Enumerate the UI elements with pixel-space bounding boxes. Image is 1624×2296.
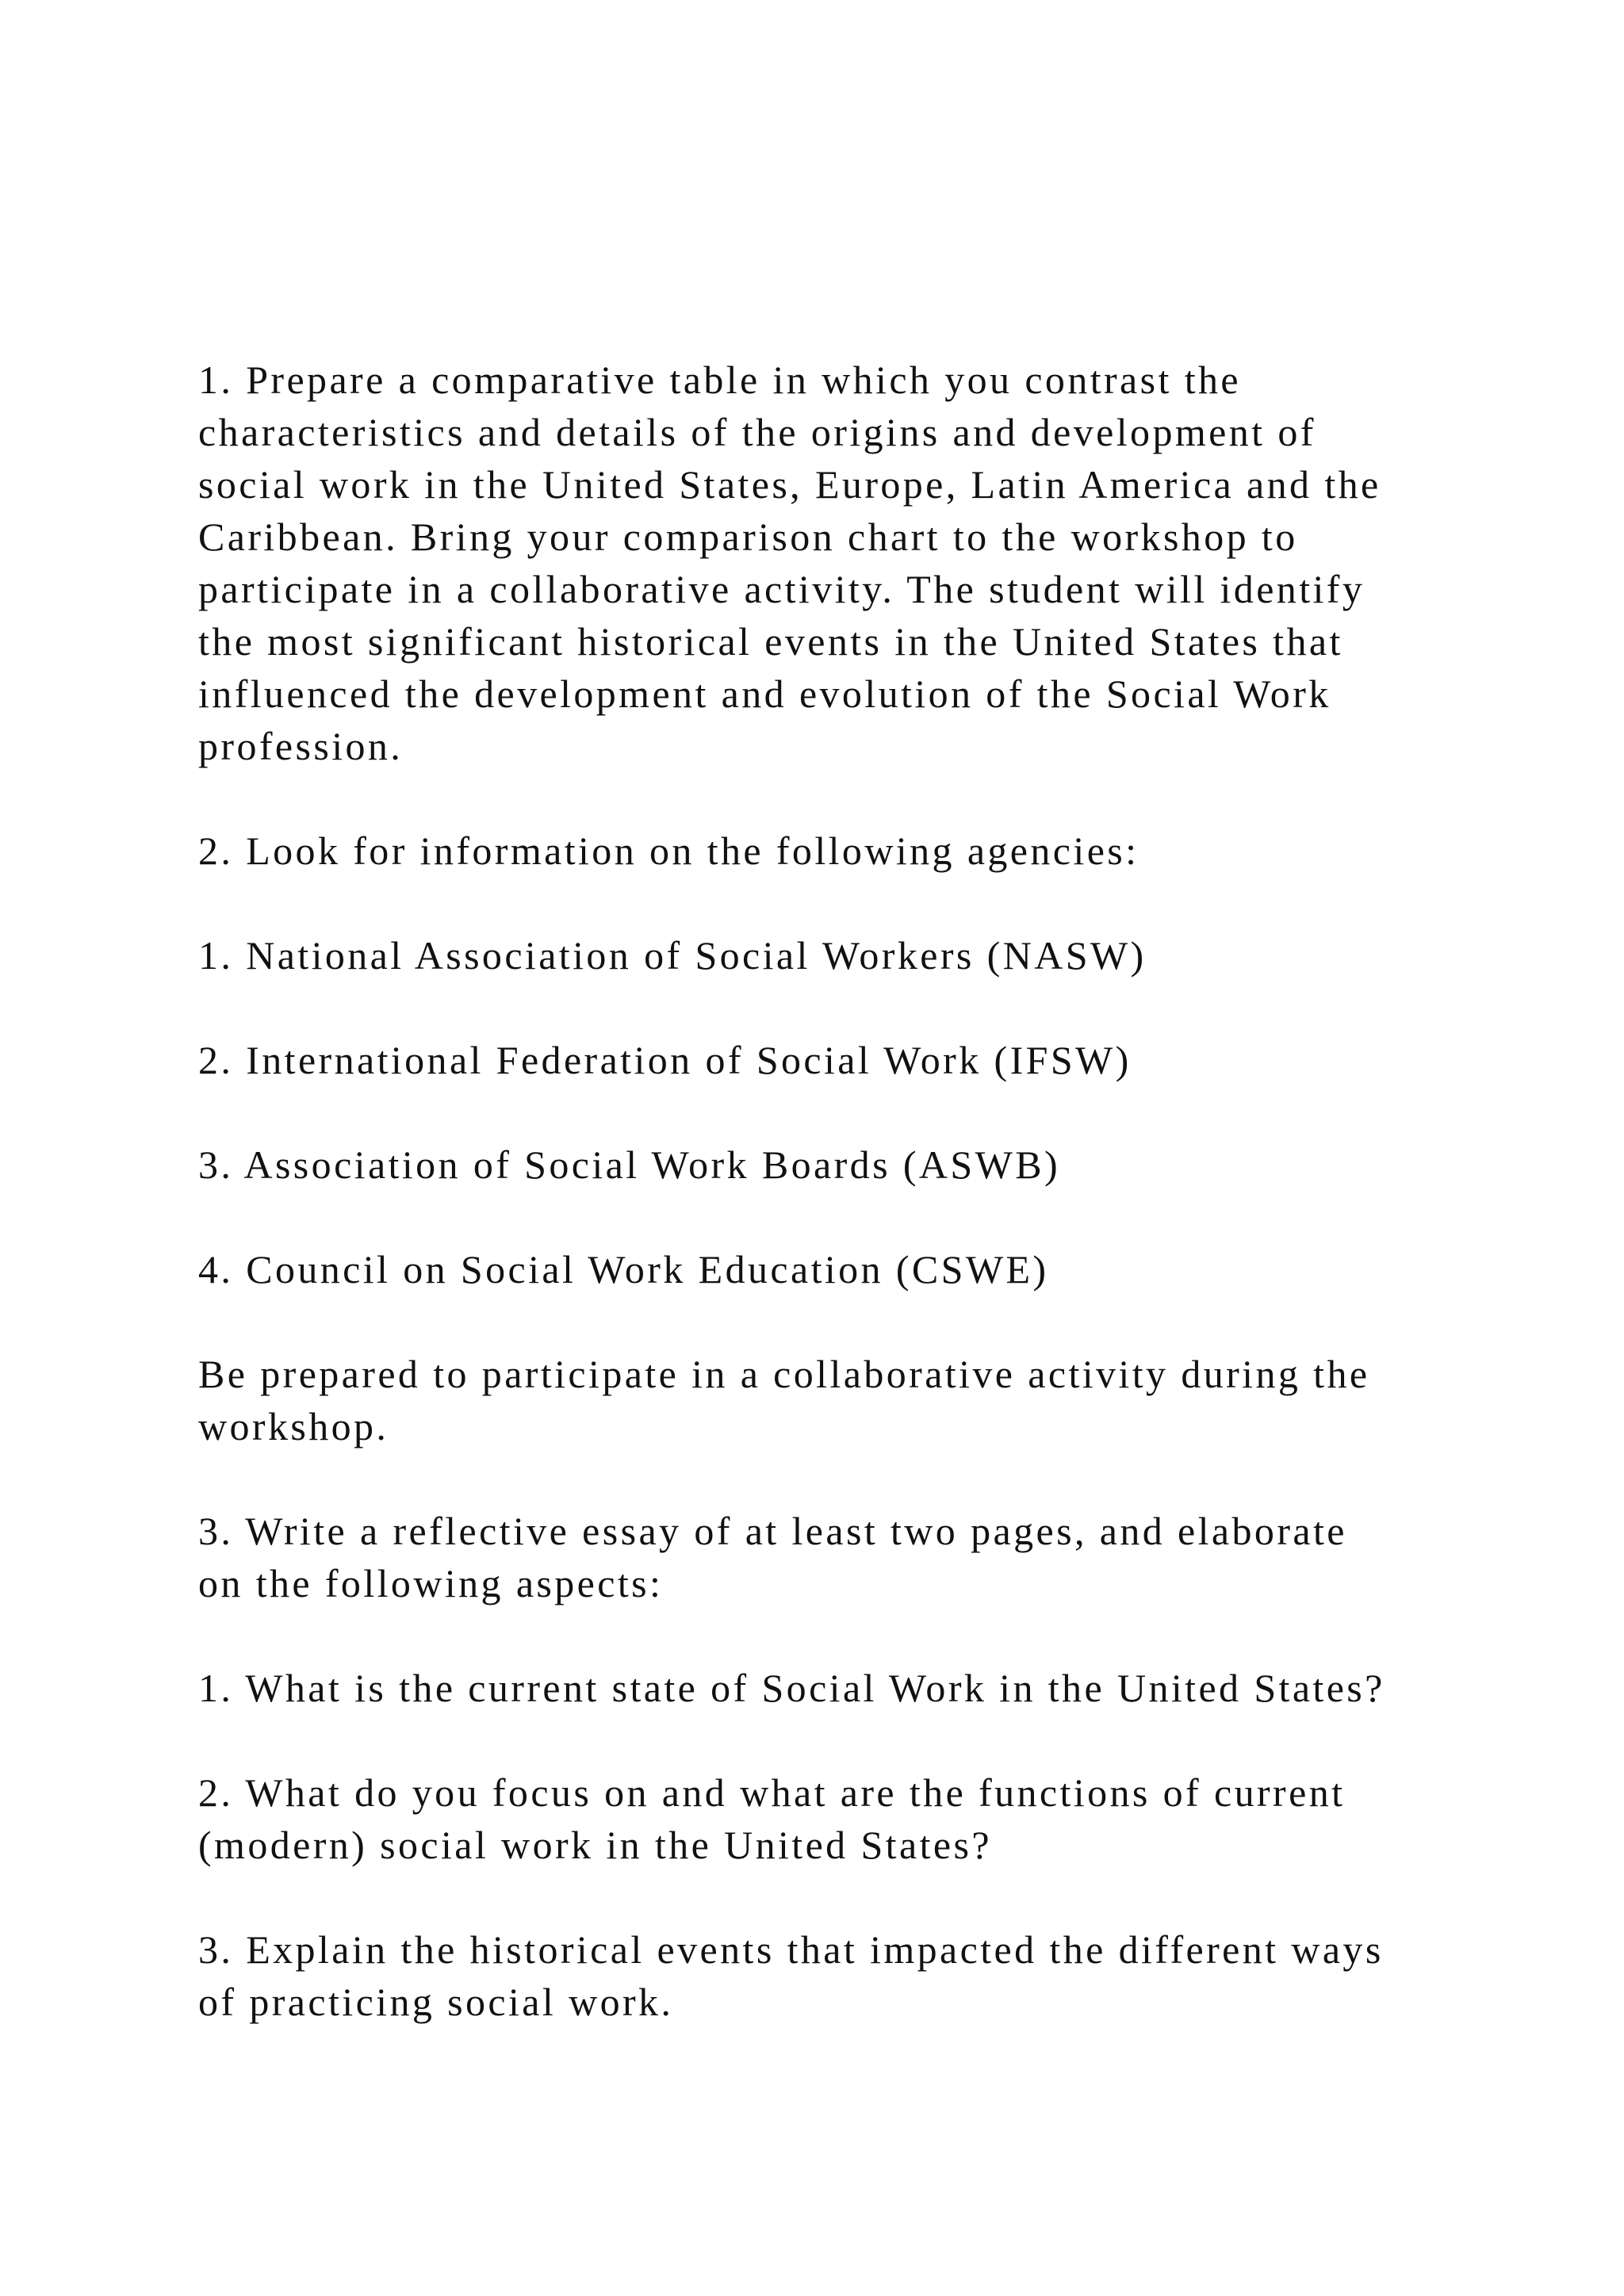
paragraph-task-1 xyxy=(198,354,1483,772)
text-line: (modern) social work in the United States? xyxy=(198,1823,992,1867)
text-line: social work in the United States, Europe, Latin America and the xyxy=(198,462,1381,507)
paragraph-task-2 xyxy=(198,825,1483,877)
essay-question-1 xyxy=(198,1662,1483,1714)
text-line: of practicing social work. xyxy=(198,1980,674,2024)
agency-item-ifsw xyxy=(198,1034,1483,1086)
text-line: 4. Council on Social Work Education (CSWE) xyxy=(198,1247,1049,1292)
text-line: workshop. xyxy=(198,1404,389,1448)
essay-question-2 xyxy=(198,1766,1483,1871)
text-line: 1. National Association of Social Workers (NASW) xyxy=(198,933,1147,978)
text-line: profession. xyxy=(198,724,404,768)
text-line: influenced the development and evolution of the Social Work xyxy=(198,672,1331,716)
text-line: participate in a collaborative activity. The student will identify xyxy=(198,567,1365,611)
agency-item-cswe xyxy=(198,1243,1483,1295)
agency-item-nasw xyxy=(198,929,1483,982)
text-line: 3. Explain the historical events that impacted the different ways xyxy=(198,1927,1384,1972)
text-line: 2. International Federation of Social Work (IFSW) xyxy=(198,1038,1132,1082)
document-body xyxy=(198,354,1483,2028)
text-line: 1. What is the current state of Social Work in the United States? xyxy=(198,1666,1385,1710)
agency-item-aswb xyxy=(198,1138,1483,1191)
text-line: 1. Prepare a comparative table in which you contrast the xyxy=(198,358,1241,402)
text-line: 2. What do you focus on and what are the functions of current xyxy=(198,1770,1346,1815)
essay-question-3 xyxy=(198,1923,1483,2028)
text-line: the most significant historical events in the United States that xyxy=(198,619,1343,664)
text-line: 3. Association of Social Work Boards (ASWB) xyxy=(198,1142,1060,1187)
text-line: Be prepared to participate in a collaborative activity during the xyxy=(198,1352,1370,1396)
text-line: Caribbean. Bring your comparison chart to the workshop to xyxy=(198,515,1298,559)
text-line: 2. Look for information on the following agencies: xyxy=(198,828,1139,873)
paragraph-task-3 xyxy=(198,1505,1483,1609)
text-line: characteristics and details of the origins and development of xyxy=(198,410,1316,454)
text-line: 3. Write a reflective essay of at least two pages, and elaborate xyxy=(198,1509,1347,1553)
text-line: on the following aspects: xyxy=(198,1561,664,1605)
paragraph-collaborative-note xyxy=(198,1348,1483,1452)
